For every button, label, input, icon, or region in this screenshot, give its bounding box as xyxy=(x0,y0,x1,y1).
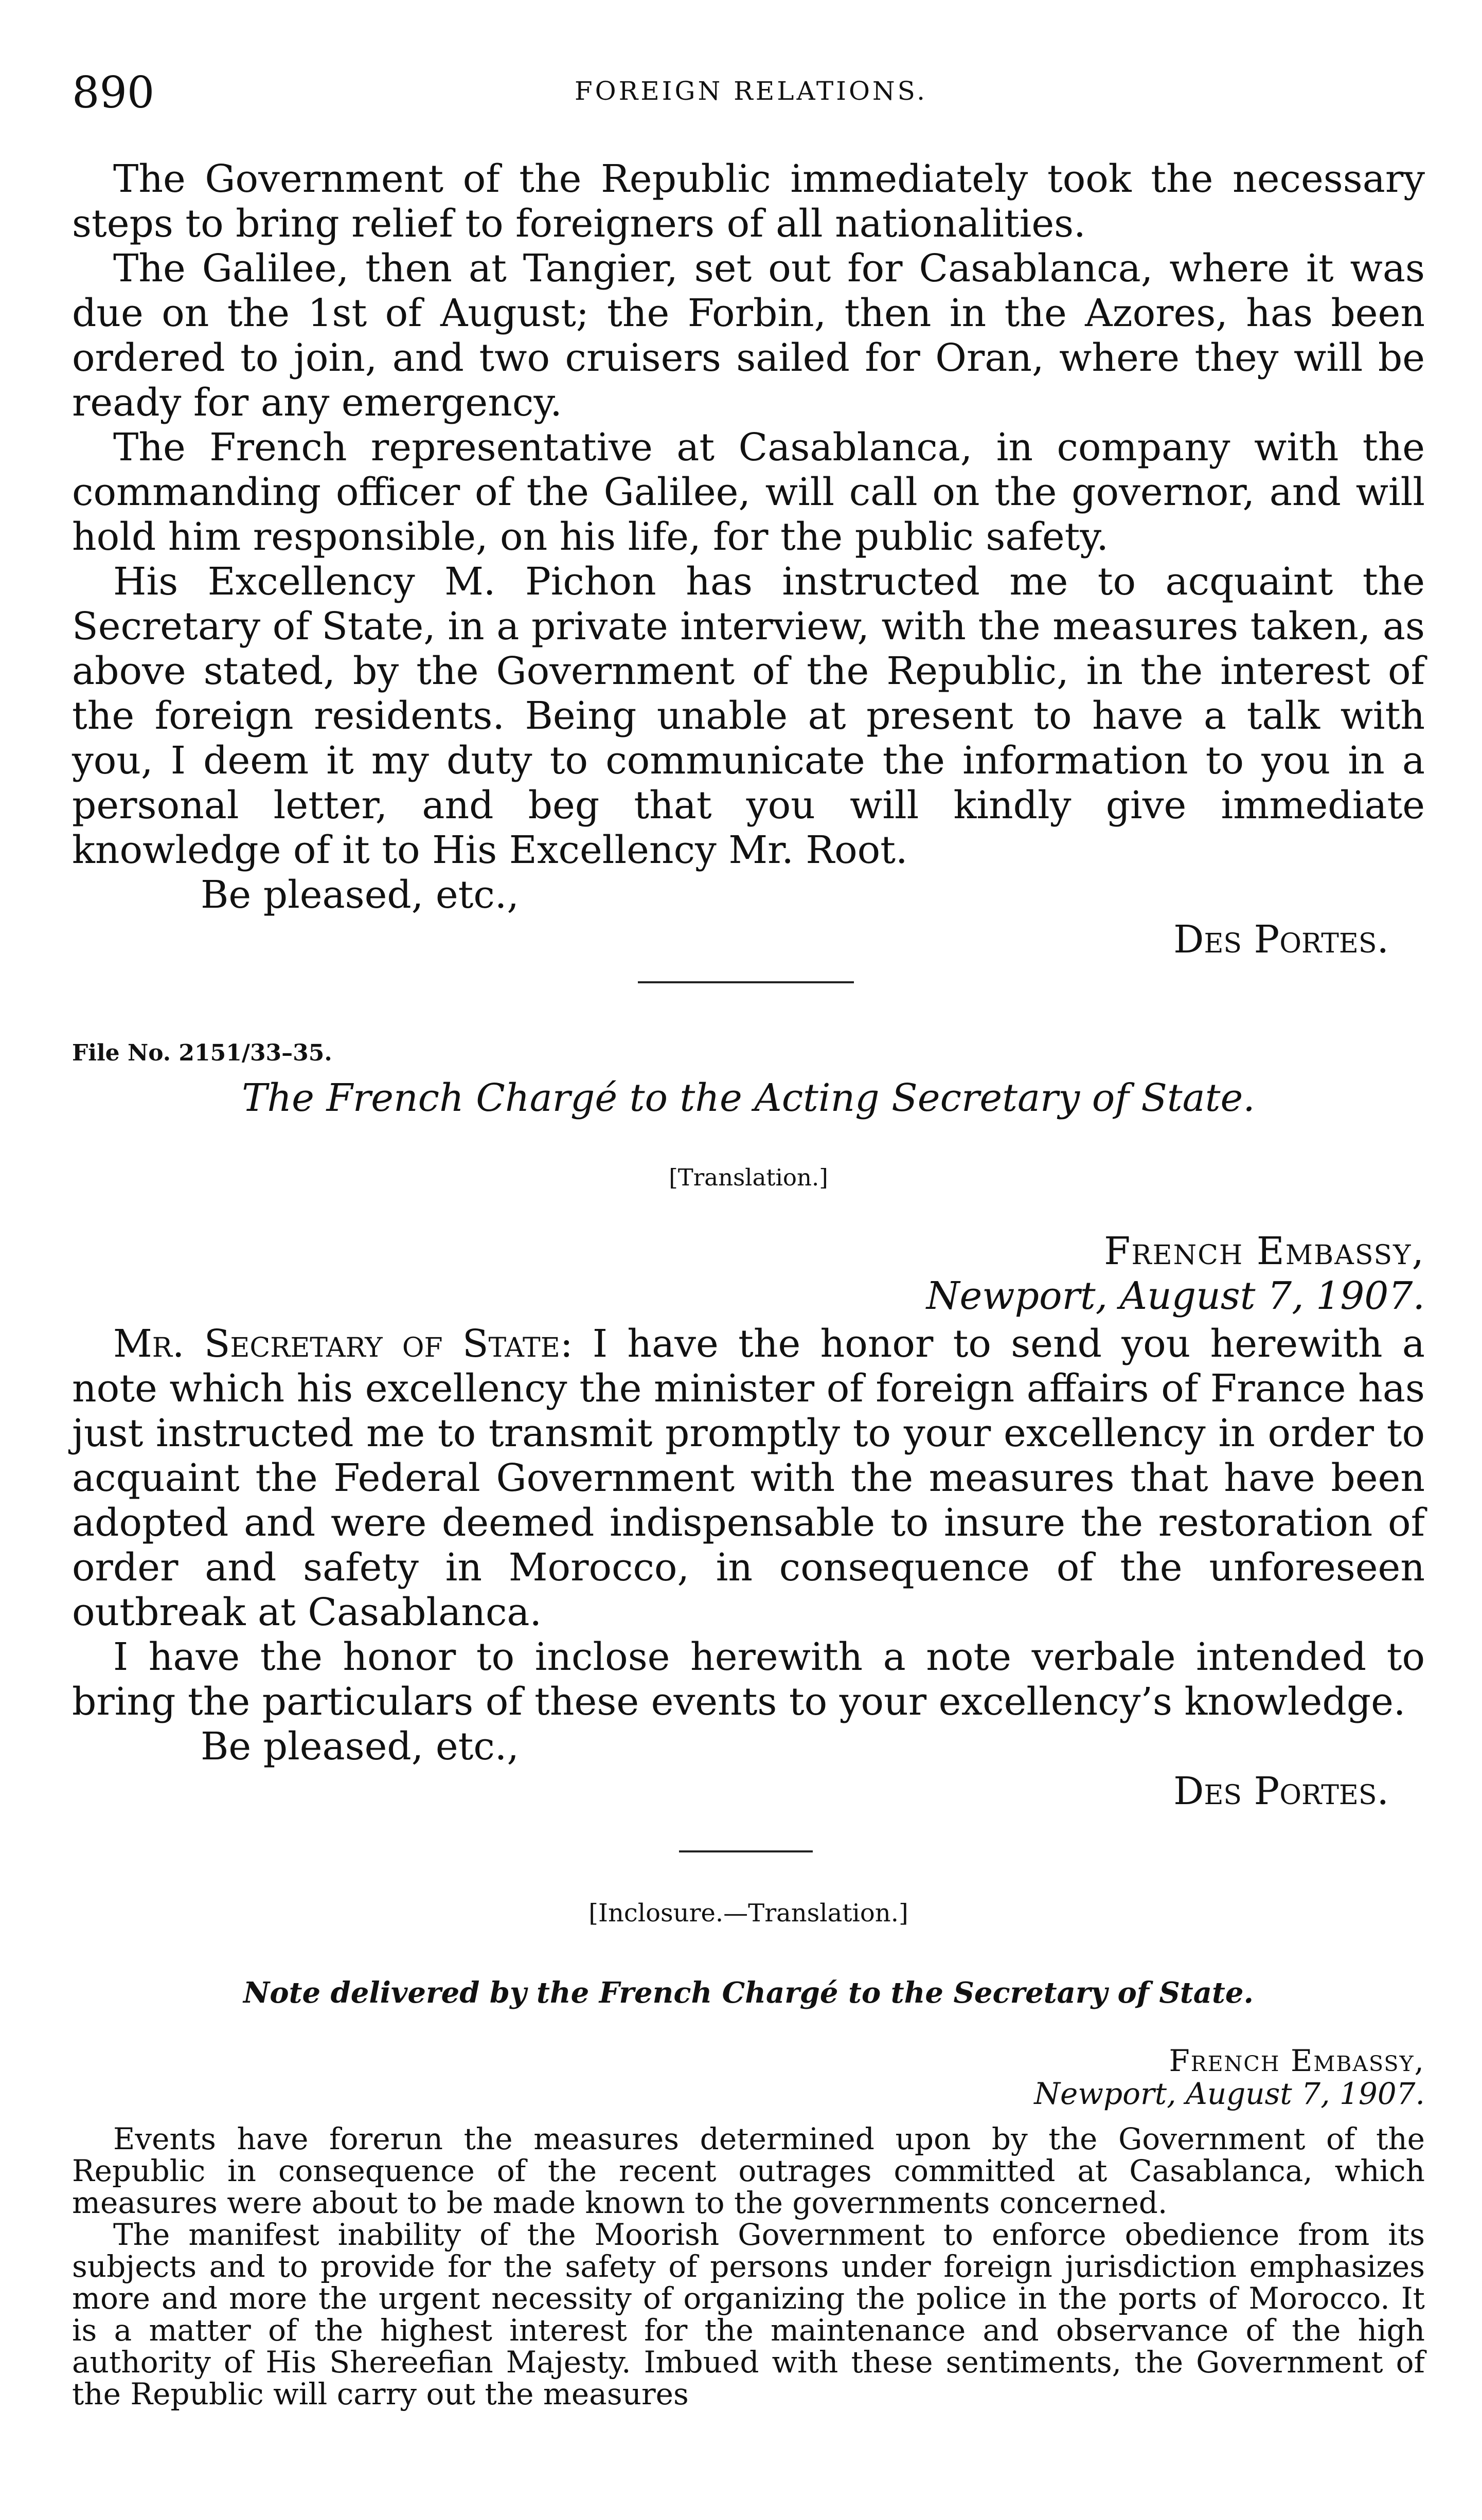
inclosure-body xyxy=(72,2123,1425,2410)
section-divider xyxy=(679,1850,813,1852)
section-divider xyxy=(638,981,854,983)
letter2-body xyxy=(72,1322,1425,1814)
letter1-paragraph: His Excellency M. Pichon has instructed me to acquaint the Secretary of State, in a private interview, with the measures taken, as above stated, by the Government of the Republic, in the interest of the foreign residents. Being unable at present to have a talk with you, I deem it my duty to communicate the information to you in a personal letter, and beg that you will kindly give immediate knowledge of it to His Excellency Mr. Root. xyxy=(72,560,1425,872)
letter2-paragraph xyxy=(72,1322,1425,1635)
page-header xyxy=(72,67,1430,129)
letter2-signature: Des Portes. xyxy=(1173,1769,1389,1813)
letter2-paragraph: I have the honor to inclose herewith a note verbale intended to bring the particulars of these events to your excellency’s knowledge. xyxy=(72,1635,1425,1724)
inclosure-label: [Inclosure.—Translation.] xyxy=(588,1899,908,1928)
letter2-closing: Be pleased, etc., xyxy=(201,1724,519,1769)
inclosure-dateline xyxy=(1034,2044,1425,2110)
inclosure-paragraph: The manifest inability of the Moorish Government to enforce obedience from its subjects and to provide for the safety of persons under foreign jurisdiction emphasizes more and more the urgent necessity of organizing the police in the ports of Morocco. It is a matter of the highest interest for the maintenance and observance of the high authority of His Shereefian Majesty. Imbued with these sentiments, the Government of the Republic will carry out the measures xyxy=(72,2217,1425,2411)
letter2-dateline xyxy=(926,1229,1425,1319)
embassy-name: French Embassy, xyxy=(1169,2043,1425,2078)
salutation: Mr. Secretary of State: xyxy=(113,1322,573,1366)
letter1-paragraph: The Galilee, then at Tangier, set out for Casablanca, where it was due on the 1st of August; the Forbin, then in the Azores, has been ordered to join, and two cruisers sailed for Oran, where they will be ready for any emergency. xyxy=(72,246,1425,425)
letter1-signature: Des Portes. xyxy=(1173,917,1389,962)
inclosure-paragraph: Events have forerun the measures determined upon by the Government of the Republic in consequence of the recent outrages committed at Casablanca, which measures were about to be made known to the governments concerned. xyxy=(72,2121,1425,2220)
translation-label: [Translation.] xyxy=(669,1164,828,1191)
embassy-name: French Embassy, xyxy=(1104,1229,1425,1273)
page-number: 890 xyxy=(72,67,155,118)
letter2-title: The French Chargé to the Acting Secretary of State. xyxy=(242,1076,1255,1120)
running-head: FOREIGN RELATIONS. xyxy=(574,76,928,106)
place-date: Newport, August 7, 1907. xyxy=(926,1274,1425,1318)
letter2-paragraph-text: I have the honor to send you herewith a note which his excellency the minister of foreign affairs of France has just instructed me to transmit promptly to your excellency in order to acquaint the Federal Government with the measures that have been adopted and were deemed indispensable to insure the restoration of order and safety in Morocco, in consequence of the unforeseen outbreak at Casablanca. xyxy=(72,1322,1425,1634)
inclosure-title: Note delivered by the French Chargé to the Secretary of State. xyxy=(243,1976,1254,2010)
place-date: Newport, August 7, 1907. xyxy=(1034,2076,1425,2111)
letter1-paragraph: The Government of the Republic immediately took the necessary steps to bring relief to foreigners of all nationalities. xyxy=(72,157,1425,246)
letter1-body xyxy=(72,157,1425,962)
file-number: File No. 2151/33–35. xyxy=(72,1040,332,1066)
letter1-paragraph: The French representative at Casablanca, in company with the commanding officer of the Galilee, will call on the governor, and will hold him responsible, on his life, for the public safety. xyxy=(72,425,1425,559)
letter1-closing: Be pleased, etc., xyxy=(201,873,519,917)
